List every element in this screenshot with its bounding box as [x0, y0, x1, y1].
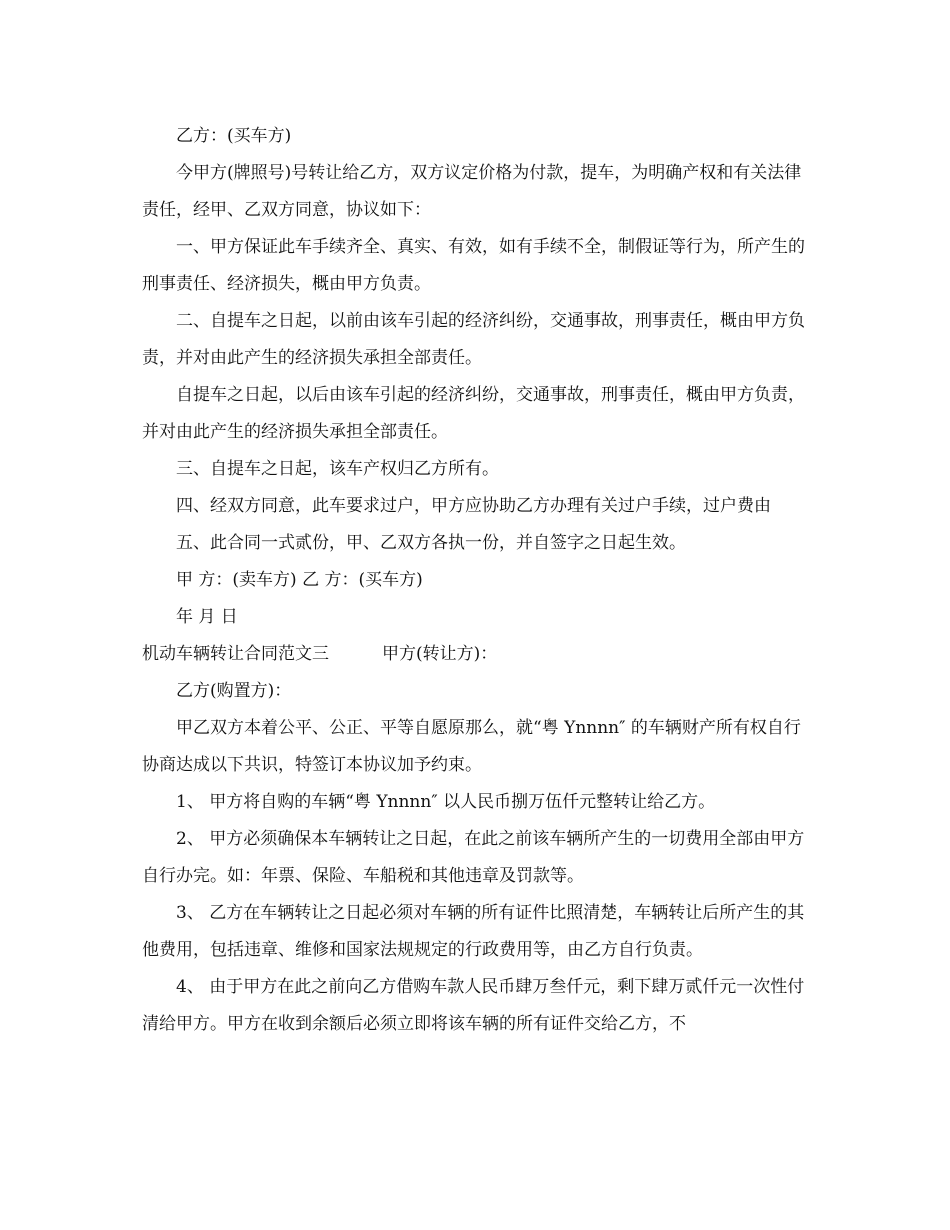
paragraph: 1、 甲方将自购的车辆“粤 Ynnnn″ 以人民币捌万伍仟元整转让给乙方。 — [176, 792, 716, 812]
paragraph: 三、自提车之日起，该车产权归乙方所有。 — [176, 459, 499, 479]
section-heading-row — [142, 636, 810, 673]
section-title: 机动车辆转让合同范文三 — [142, 644, 329, 664]
paragraph: 4、 由于甲方在此之前向乙方借购车款人民币肆万叁仟元，剩下肆万贰仟元一次性付清给甲方。甲方在收到余额后必须立即将该车辆的所有证件交给乙方，不 — [142, 977, 805, 1034]
paragraph: 乙方：(买车方) — [176, 126, 292, 146]
paragraph: 3、 乙方在车辆转让之日起必须对车辆的所有证件比照清楚，车辆转让后所产生的其他费用，包括违章、维修和国家法规规定的行政费用等，由乙方自行负责。 — [142, 903, 805, 960]
paragraph: 今甲方(牌照号)号转让给乙方，双方议定价格为付款，提车，为明确产权和有关法律责任，经甲、乙双方同意，协议如下： — [142, 163, 802, 220]
paragraph: 2、 甲方必须确保本车辆转让之日起，在此之前该车辆所产生的一切费用全部由甲方自行办完。如：年票、保险、车船税和其他违章及罚款等。 — [142, 829, 805, 886]
paragraph: 四、经双方同意，此车要求过户，甲方应协助乙方办理有关过户手续，过户费由 — [176, 496, 771, 516]
party-a-label: 甲方(转让方)： — [382, 644, 498, 664]
date-line: 年 月 日 — [176, 607, 238, 627]
paragraph: 五、此合同一式贰份，甲、乙双方各执一份，并自签字之日起生效。 — [176, 533, 686, 553]
paragraph: 乙方(购置方)： — [176, 681, 292, 701]
paragraph: 甲乙双方本着公平、公正、平等自愿原那么，就“粤 Ynnnn″ 的车辆财产所有权自行协商达成以下共识，特签订本协议加予约束。 — [142, 718, 801, 775]
paragraph: 自提车之日起，以后由该车引起的经济纠纷，交通事故，刑事责任，概由甲方负责，并对由此产生的经济损失承担全部责任。 — [142, 385, 805, 442]
document-body — [142, 118, 810, 1043]
signature-line: 甲 方：(卖车方) 乙 方：(买车方) — [176, 570, 423, 590]
paragraph: 二、自提车之日起，以前由该车引起的经济纠纷，交通事故，刑事责任，概由甲方负责，并对由此产生的经济损失承担全部责任。 — [142, 311, 805, 368]
paragraph: 一、甲方保证此车手续齐全、真实、有效，如有手续不全，制假证等行为，所产生的刑事责任、经济损失，概由甲方负责。 — [142, 237, 805, 294]
